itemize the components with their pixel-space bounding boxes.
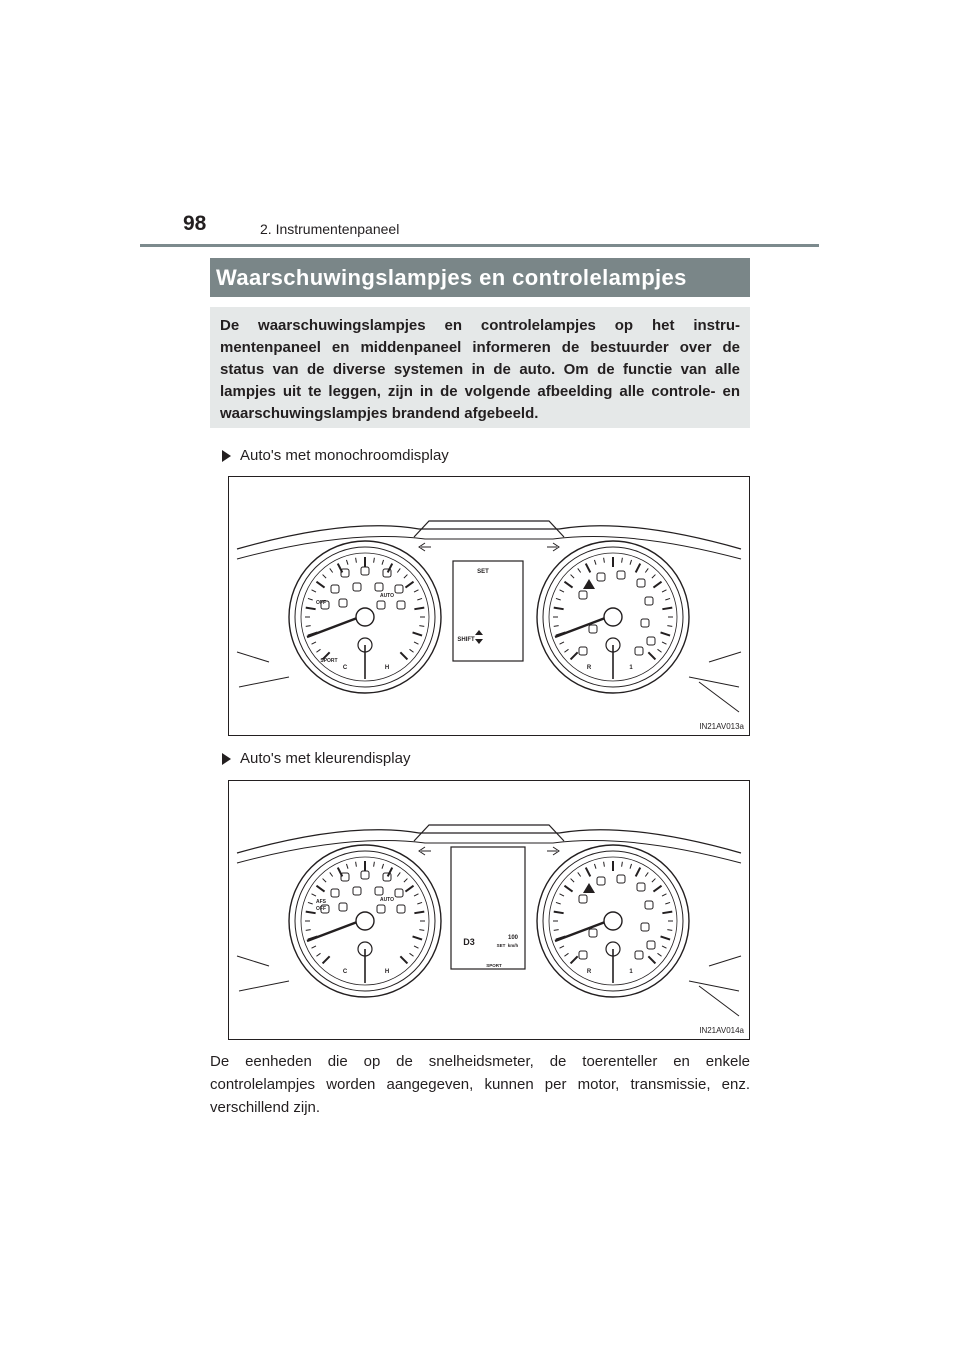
gauge-tick [330, 872, 333, 876]
warning-lamp-icon [617, 875, 625, 883]
gauge-tick [554, 930, 559, 931]
off-label: OFF [316, 600, 326, 606]
gauge-tick [346, 864, 348, 869]
dashboard-outline [689, 677, 739, 687]
display-set-label: SET [496, 943, 506, 948]
gauge-tick [645, 568, 648, 572]
gauge-tick [404, 575, 408, 579]
warning-lamp-icon [579, 951, 587, 959]
figure-caption-monochrome [222, 446, 449, 466]
gauge-tick [397, 568, 400, 572]
gauge-tick [653, 582, 661, 588]
gauge-tick [414, 946, 418, 948]
turn-right-icon [547, 543, 559, 551]
warning-lamp-icon [637, 883, 645, 891]
gauge-tick [417, 902, 422, 904]
gauge-tick [622, 862, 623, 867]
speed-unit-label: km/h [507, 943, 519, 948]
warning-lamp-icon [353, 887, 361, 895]
gauge-tick [564, 582, 572, 588]
warning-lamp-icon [641, 923, 649, 931]
speedometer-gauge [289, 845, 441, 997]
warning-lamp-icon [617, 571, 625, 579]
gauge-tick [382, 864, 384, 869]
needle-hub [604, 912, 622, 930]
shift-up-icon [475, 630, 483, 635]
gauge-tick [662, 642, 666, 644]
display-frame [451, 847, 525, 969]
gauge-tick [571, 575, 575, 579]
cold-label: C [342, 969, 348, 975]
gauge-tick [413, 936, 423, 939]
gauge-tick [409, 953, 413, 956]
gauge-tick [578, 872, 581, 876]
header-divider [140, 244, 819, 247]
gauge-tick [604, 558, 605, 563]
warning-lamp-icon [579, 895, 587, 903]
gauge-tick [604, 862, 605, 867]
afs-label: AFS [316, 899, 326, 905]
gauge-tick [338, 868, 343, 877]
gauge-tick [594, 560, 596, 565]
gauge-tick [404, 879, 408, 883]
display-frame [453, 561, 523, 661]
gauge-tick [648, 652, 655, 659]
gauge-tick [571, 879, 575, 883]
gauge-tick [665, 902, 670, 904]
gauge-tick [400, 956, 407, 963]
warning-lamp-icon [395, 585, 403, 593]
warning-lamp-icon [637, 579, 645, 587]
section-title: Waarschuwingslampjes en controlelampjes [210, 258, 750, 297]
figure-monochrome-cluster [228, 476, 750, 736]
gauge-tick [306, 930, 311, 931]
gauge-tick [312, 946, 316, 948]
gauge-tick [312, 894, 316, 896]
gauge-tick [657, 953, 661, 956]
gauge-tick [417, 598, 422, 600]
display-shift-label: SHIFT [457, 637, 475, 643]
gauge-tick [630, 864, 632, 869]
gauge-tick [330, 568, 333, 572]
gauge-tick [636, 868, 641, 877]
turn-right-icon [547, 847, 559, 855]
gauge-tick [312, 642, 316, 644]
dashboard-outline [237, 956, 269, 966]
dashboard-outline [237, 652, 269, 662]
gauge-tick [652, 575, 656, 579]
gauge-tick [554, 912, 564, 914]
gauge-tick [622, 558, 623, 563]
triangle-bullet-icon [222, 450, 231, 462]
full-label: 1 [629, 665, 633, 671]
full-label: 1 [629, 969, 633, 975]
display-set-label: SET [477, 569, 489, 575]
gauge-tick [564, 953, 568, 956]
caption-text: Auto's met kleurendisplay [240, 750, 411, 767]
cold-label: C [342, 665, 348, 671]
gauge-tick [374, 862, 375, 867]
warning-lamp-icon [331, 889, 339, 897]
gauge-tick [382, 560, 384, 565]
gauge-tick [630, 560, 632, 565]
warning-lamp-icon [597, 877, 605, 885]
gauge-tick [388, 868, 393, 877]
page-number: 98 [183, 212, 207, 235]
gauge-tick [564, 886, 572, 892]
gauge-tick [652, 879, 656, 883]
gauge-tick [636, 564, 641, 573]
turn-left-icon [419, 847, 431, 855]
dashboard-outline [237, 537, 741, 560]
needle-hub [356, 912, 374, 930]
gauge-tick [662, 912, 672, 914]
gauge-tick [661, 936, 671, 939]
warning-lamp-icon [395, 889, 403, 897]
warning-triangle-icon [583, 883, 595, 893]
caption-text: Auto's met monochroomdisplay [240, 447, 449, 464]
triangle-bullet-icon [222, 753, 231, 765]
gear-position-label: D3 [463, 937, 475, 947]
figure-caption-color [222, 749, 410, 769]
gauge-tick [306, 912, 316, 914]
gauge-tick [662, 608, 672, 610]
gauge-tick [571, 956, 578, 963]
sport-label: SPORT [320, 658, 338, 664]
figure-code: IN21AV014a [699, 1026, 744, 1035]
gauge-tick [586, 868, 591, 877]
gauge-tick [556, 598, 561, 600]
dashboard-outline [689, 981, 739, 991]
warning-lamp-icon [597, 573, 605, 581]
figure-color-cluster [228, 780, 750, 1040]
gauge-tick [388, 564, 393, 573]
dashboard-outline [239, 981, 289, 991]
warning-lamp-icon [635, 951, 643, 959]
dashboard-outline [709, 956, 741, 966]
dashboard-outline [699, 682, 739, 712]
gauge-tick [405, 582, 413, 588]
gauge-tick [323, 575, 327, 579]
reserve-label: R [586, 969, 592, 975]
intro-text: De waarschuwingslampjes en controlelampjes op het instru-mentenpaneel en middenpaneel informeren de bestuurder over de status van de diverse systemen in de auto. Om de functie van alle lampjes uit te leggen, zijn in de volgende afbeelding alle controle- en waarschuwingslampjes brandend afgebeeld. [220, 317, 740, 422]
gauge-tick [400, 652, 407, 659]
instrument-cluster-illustration [229, 781, 749, 1039]
warning-lamp-icon [375, 583, 383, 591]
gauge-tick [661, 632, 671, 635]
dashboard-outline [237, 830, 741, 853]
warning-lamp-icon [339, 599, 347, 607]
gauge-tick [316, 649, 320, 652]
gauge-tick [356, 558, 357, 563]
hot-label: H [384, 665, 390, 671]
closing-paragraph: De eenheden die op de snelheidsmeter, de toerenteller en enkele controlelampjes worden aangegeven, kunnen per motor, transmissie, enz. verschillend zijn. [210, 1053, 750, 1116]
gauge-tick [594, 864, 596, 869]
warning-lamp-icon [589, 625, 597, 633]
dashboard-outline [699, 986, 739, 1016]
gauge-tick [556, 902, 561, 904]
speed-value-label: 100 [507, 935, 519, 941]
gauge-tick [560, 894, 564, 896]
gauge-tick [414, 590, 418, 592]
warning-lamp-icon [589, 929, 597, 937]
warning-lamp-icon [397, 601, 405, 609]
gauge-tick [657, 649, 661, 652]
warning-triangle-icon [583, 579, 595, 589]
auto-label: AUTO [379, 897, 395, 903]
warning-lamp-icon [397, 905, 405, 913]
gauge-tick [419, 930, 424, 931]
auto-label: AUTO [379, 593, 395, 599]
warning-lamp-icon [647, 637, 655, 645]
dashboard-outline [237, 526, 741, 549]
warning-lamp-icon [645, 597, 653, 605]
gauge-tick [356, 862, 357, 867]
gauge-tick [323, 956, 330, 963]
gauge-tick [316, 953, 320, 956]
gauge-tick [308, 902, 313, 904]
gauge-tick [586, 564, 591, 573]
gauge-tick [405, 886, 413, 892]
gauge-tick [560, 642, 564, 644]
gauge-tick [662, 946, 666, 948]
warning-lamp-icon [647, 941, 655, 949]
warning-lamp-icon [353, 583, 361, 591]
gauge-tick [571, 652, 578, 659]
figure-code: IN21AV013a [699, 722, 744, 731]
tachometer-gauge [537, 541, 689, 693]
gauge-tick [645, 872, 648, 876]
gauge-tick [414, 642, 418, 644]
display-sport-label: SPORT [486, 963, 502, 968]
gauge-tick [409, 649, 413, 652]
gauge-tick [316, 582, 324, 588]
gauge-tick [308, 598, 313, 600]
speedometer-gauge [289, 541, 441, 693]
gauge-tick [662, 590, 666, 592]
gauge-tick [554, 626, 559, 627]
off-label: OFF [316, 906, 326, 912]
warning-lamp-icon [375, 887, 383, 895]
gauge-tick [648, 956, 655, 963]
reserve-label: R [586, 665, 592, 671]
gauge-tick [316, 886, 324, 892]
dashboard-outline [709, 652, 741, 662]
warning-lamp-icon [579, 647, 587, 655]
gauge-tick [397, 872, 400, 876]
gauge-tick [653, 886, 661, 892]
warning-lamp-icon [339, 903, 347, 911]
instrument-cluster-illustration [229, 477, 749, 735]
intro-box [210, 307, 750, 428]
warning-lamp-icon [361, 871, 369, 879]
dashboard-outline [237, 841, 741, 864]
warning-lamp-icon [331, 585, 339, 593]
gauge-tick [306, 608, 316, 610]
gauge-tick [665, 598, 670, 600]
gauge-tick [374, 558, 375, 563]
gauge-tick [578, 568, 581, 572]
gauge-tick [662, 894, 666, 896]
warning-lamp-icon [377, 601, 385, 609]
gauge-tick [564, 649, 568, 652]
warning-lamp-icon [579, 591, 587, 599]
gauge-tick [312, 590, 316, 592]
tachometer-gauge [537, 845, 689, 997]
needle-hub [604, 608, 622, 626]
gauge-tick [346, 560, 348, 565]
gauge-tick [560, 946, 564, 948]
gauge-tick [667, 930, 672, 931]
warning-lamp-icon [361, 567, 369, 575]
gauge-tick [413, 632, 423, 635]
needle-hub [356, 608, 374, 626]
gauge-tick [554, 608, 564, 610]
gauge-tick [667, 626, 672, 627]
gauge-tick [560, 590, 564, 592]
gauge-tick [414, 608, 424, 610]
gauge-tick [414, 912, 424, 914]
warning-lamp-icon [635, 647, 643, 655]
gauge-tick [414, 894, 418, 896]
gauge-tick [338, 564, 343, 573]
hot-label: H [384, 969, 390, 975]
warning-lamp-icon [641, 619, 649, 627]
turn-left-icon [419, 543, 431, 551]
dashboard-outline [239, 677, 289, 687]
running-header: 2. Instrumentenpaneel [260, 221, 400, 237]
gauge-tick [306, 626, 311, 627]
warning-lamp-icon [645, 901, 653, 909]
gauge-tick [419, 626, 424, 627]
warning-lamp-icon [377, 905, 385, 913]
gauge-tick [323, 879, 327, 883]
shift-down-icon [475, 639, 483, 644]
